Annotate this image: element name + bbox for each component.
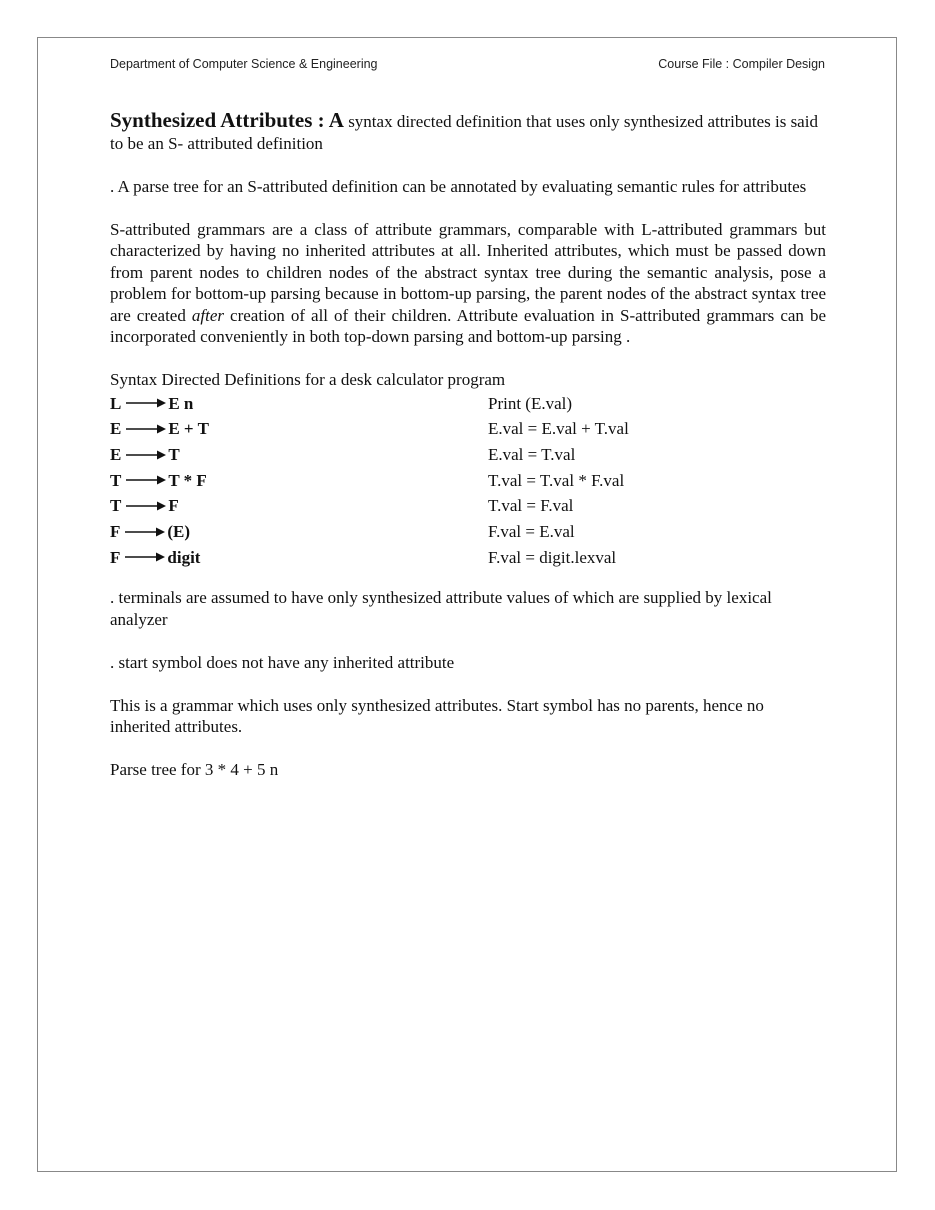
document-body — [110, 110, 826, 781]
terminals-paragraph: . terminals are assumed to have only synthesized attribute values of which are supplied by lexical analyzer — [110, 588, 772, 629]
sdd-rules-table — [110, 391, 826, 571]
production — [110, 468, 488, 494]
production-rhs: E + T — [168, 419, 209, 439]
header-department: Department of Computer Science & Engineering — [110, 57, 378, 71]
sdd-rule-row — [110, 391, 826, 417]
production-rhs: F — [168, 496, 179, 516]
production-rhs: digit — [167, 547, 201, 567]
semantic-rule: E.val = T.val — [488, 444, 576, 464]
sdd-rule-row — [110, 468, 826, 494]
production-rhs: T * F — [168, 470, 207, 490]
s-attributed-text-b: creation of all of their children. Attribute evaluation in S-attributed grammars can be incorporated conveniently in both top-down parsing and bottom-up parsing . — [110, 305, 827, 346]
parse-tree-for-paragraph: Parse tree for 3 * 4 + 5 n — [110, 760, 279, 780]
s-attributed-text-a: S-attributed grammars are a class of attribute grammars, comparable with L-attributed grammars but characterized by having no inherited attributes at all. Inherited attributes, which must be passed down from parent nodes to children nodes of the abstract syntax tree during the semantic analysis, pose a problem for bottom-up parsing because in bottom-up parsing, the parent nodes of the abstract syntax tree are created — [110, 219, 826, 325]
semantic-rule: F.val = E.val — [488, 521, 575, 541]
sdd-rule-row — [110, 519, 826, 545]
right-arrow-icon — [125, 396, 167, 410]
production — [110, 545, 488, 571]
intro-text: syntax directed definition that uses only synthesized attributes is said to be an S- attributed definition — [110, 112, 818, 153]
right-arrow-icon — [125, 422, 167, 436]
semantic-rule: E.val = E.val + T.val — [488, 419, 629, 439]
production-lhs: E — [110, 444, 122, 464]
production-lhs: E — [110, 419, 122, 439]
production — [110, 493, 488, 519]
page-header — [110, 57, 825, 71]
semantic-rule: T.val = T.val * F.val — [488, 470, 625, 490]
semantic-rule: T.val = F.val — [488, 496, 574, 516]
s-attributed-emphasis: after — [191, 305, 225, 325]
production-rhs: (E) — [167, 521, 191, 541]
right-arrow-icon — [124, 550, 166, 564]
sdd-rule-row — [110, 545, 826, 571]
production — [110, 442, 488, 468]
semantic-rule: F.val = digit.lexval — [488, 547, 617, 567]
header-course-file: Course File : Compiler Design — [658, 57, 825, 71]
production-rhs: T — [168, 444, 180, 464]
production-lhs: L — [110, 393, 122, 413]
production — [110, 391, 488, 417]
production-lhs: T — [110, 470, 122, 490]
right-arrow-icon — [124, 525, 166, 539]
right-arrow-icon — [125, 448, 167, 462]
production-lhs: F — [110, 521, 121, 541]
sdd-rule-row — [110, 416, 826, 442]
right-arrow-icon — [125, 473, 167, 487]
production-lhs: T — [110, 496, 122, 516]
sdd-rule-row — [110, 493, 826, 519]
grammar-uses-paragraph: This is a grammar which uses only synthesized attributes. Start symbol has no parents, hence no inherited attributes. — [110, 695, 764, 737]
production — [110, 519, 488, 545]
production-rhs: E n — [168, 393, 194, 413]
production-lhs: F — [110, 547, 121, 567]
sdd-heading: Syntax Directed Definitions for a desk calculator program — [110, 370, 506, 389]
right-arrow-icon — [125, 499, 167, 513]
semantic-rule: Print (E.val) — [488, 393, 573, 413]
sdd-rule-row — [110, 442, 826, 468]
start-symbol-paragraph: . start symbol does not have any inherited attribute — [110, 652, 455, 672]
s-attributed-paragraph — [110, 219, 826, 348]
parse-tree-paragraph: . A parse tree for an S-attributed definition can be annotated by evaluating semantic rules for attributes — [110, 176, 807, 196]
production — [110, 416, 488, 442]
intro-paragraph — [110, 110, 826, 154]
section-title: Synthesized Attributes : A — [110, 108, 344, 132]
